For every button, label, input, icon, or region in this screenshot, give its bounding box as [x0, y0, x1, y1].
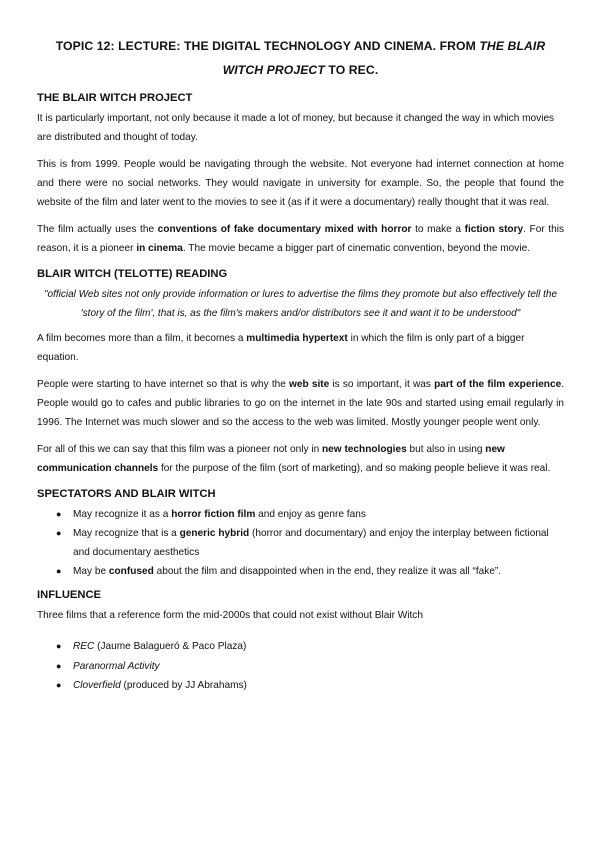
title-italic-b: WITCH PROJECT: [222, 63, 325, 77]
bullet-icon: ●: [56, 641, 62, 651]
title-line1: TOPIC 12: LECTURE: THE DIGITAL TECHNOLOGY AND CINEMA. FROM: [55, 39, 476, 53]
title-to: TO: [328, 63, 346, 77]
list-item: ● May recognize that is a generic hybrid (horror and documentary) and enjoy the interplay between fictional and documentary aesthetics: [56, 524, 564, 562]
bullet-icon: ●: [56, 528, 62, 538]
paragraph: For all of this we can say that this film was a pioneer not only in new technologies but also in using new communication channels for the purpose of the film (sort of marketing), and so making people believe it was real.: [37, 444, 551, 474]
bullet-icon: ●: [56, 509, 62, 519]
paragraph: People were starting to have internet so that is why the web site is so important, it was part of the film experience. People would go to cafes and public libraries to go on the internet in the late 90s and started using email regularly in 1996. The Internet was much slower and so the access to the web was limited. Mostly younger people went only.: [37, 379, 565, 428]
list-item: ● May be confused about the film and disappointed when in the end, they realize it was all “fake”.: [56, 562, 564, 581]
paragraph: This is from 1999. People would be navigating through the website. Not everyone had internet connection at home and there were no social networks. They would navigate in university for example. So, the people that found the website of the film and later went to the movies to see it (as if it were a documentary) really thought that it was real.: [37, 159, 564, 208]
films-list: [37, 637, 564, 695]
paragraph: Three films that a reference form the mid-2000s that could not exist without Blair Witch: [37, 610, 423, 621]
title-italic-a: THE BLAIR: [479, 39, 546, 53]
spectators-list: [37, 505, 564, 581]
bullet-icon: ●: [56, 660, 62, 671]
paragraph: The film actually uses the conventions of fake documentary mixed with horror to make a fiction story. For this reason, it is a pioneer in cinema. The movie became a bigger part of cinematic convention, beyond the movie.: [37, 224, 564, 254]
paragraph: A film becomes more than a film, it becomes a multimedia hypertext in which the film is only part of a bigger equation.: [37, 333, 525, 363]
bullet-icon: ●: [56, 680, 62, 690]
block-quote: "official Web sites not only provide information or lures to advertise the films they promote but also effectively tell the 'story of the film', that is, as the film's makers and/or distributors see it and want it to be understood": [43, 289, 558, 319]
list-item: ● Cloverfield (produced by JJ Abrahams): [56, 676, 564, 695]
page-title: [37, 34, 564, 82]
section-heading-blair-witch: THE BLAIR WITCH PROJECT: [37, 92, 193, 104]
title-rec: REC.: [348, 63, 379, 77]
bullet-icon: ●: [56, 566, 62, 576]
section-heading-telotte: BLAIR WITCH (TELOTTE) READING: [37, 268, 228, 280]
section-heading-spectators: SPECTATORS AND BLAIR WITCH: [37, 488, 216, 500]
section-heading-influence: INFLUENCE: [37, 589, 102, 601]
paragraph: It is particularly important, not only because it made a lot of money, but because it changed the way in which movies are distributed and thought of today.: [37, 113, 555, 143]
list-item: ● May recognize it as a horror fiction film and enjoy as genre fans: [56, 505, 564, 524]
list-item: ● Paranormal Activity: [56, 657, 564, 676]
list-item: ● REC (Jaume Balagueró & Paco Plaza): [56, 637, 564, 656]
